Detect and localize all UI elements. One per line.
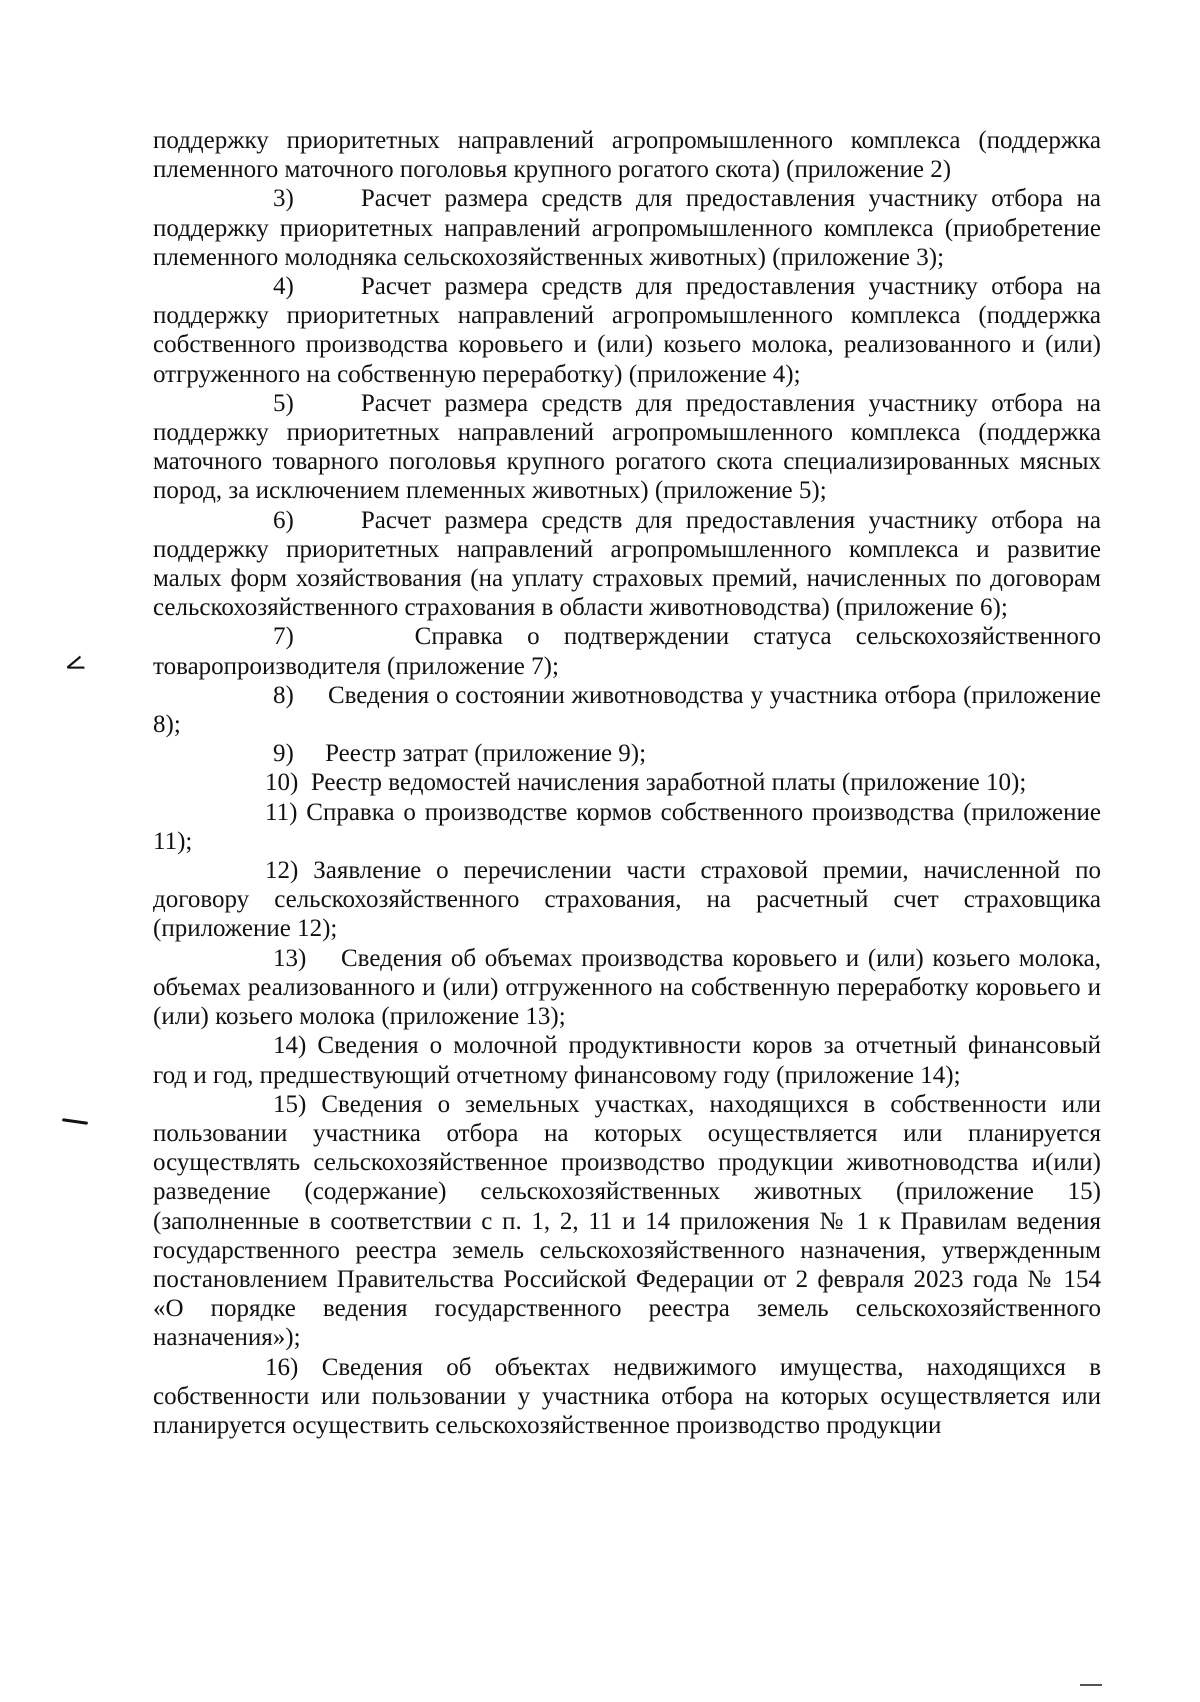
list-item [153,1031,1101,1089]
list-item-number: 14) [273,1032,307,1060]
list-item-text: Сведения об объектах недвижимого имущества, находящихся в собственности или пользовании у участника отбора на которых осуществляется или планируется осуществить сельскохозяйственное производство продукции [153,1353,1101,1439]
list-item-text: Сведения о земельных участках, находящихся в собственности или пользовании участника отбора на которых осуществляется или планируется осуществлять сельскохозяйственное производство продукции животноводства и(или) разведение (содержание) сельскохозяйственных животных (приложение 15) (заполненные в соответствии с п. 1, 2, 11 и 14 приложения № 1 к Правилам ведения государственного реестра земель сельскохозяйственного назначения, утвержденным постановлением Правительства Российской Федерации от 2 февраля 2023 года № 154 «О порядке ведения государственного реестра земель сельскохозяйственного назначения»); [153,1090,1102,1352]
list-item [153,622,1101,680]
list-item [153,739,1101,768]
list-item-number: 8) [273,681,294,709]
list-item-text: Реестр ведомостей начисления заработной платы (приложение 10); [310,769,1027,797]
list-item [153,798,1101,856]
list-item [153,681,1101,739]
list-item-number: 9) [273,740,294,768]
list-item-number: 6) [273,506,294,534]
list-item-number: 7) [273,623,294,651]
list-item-number: 3) [273,185,294,213]
list-item [153,389,1101,506]
list-item-text: Расчет размера средств для предоставления участнику отбора на поддержку приоритетных направлений агропромышленного комплекса (поддержка собственного производства коровьего и (или) козьего молока, реализованного и (или) отгруженного на собственную переработку) (приложение 4); [153,273,1102,388]
list-item-text: Заявление о перечислении части страховой премии, начисленной по договору сельскохозяйственного страхования, на расчетный счет страховщика (приложение 12); [153,857,1101,943]
list-item [153,768,1101,797]
list-item-text: поддержку приоритетных направлений агропромышленного комплекса (поддержка племенного маточного поголовья крупного рогатого скота) (приложение 2) [153,127,1101,184]
list-item-text: Сведения о молочной продуктивности коров за отчетный финансовый год и год, предшествующий отчетному финансовому году (приложение 14); [153,1032,1101,1089]
list-item [153,506,1101,623]
list-item-number: 12) [265,857,299,885]
list-item-text: Справка о производстве кормов собственного производства (приложение 11); [153,798,1102,855]
list-item-number: 13) [273,944,307,972]
list-item [153,944,1101,1032]
handwritten-dash-mark [62,1118,88,1125]
list-item-number: 5) [273,389,294,417]
list-item-text: Расчет размера средств для предоставления участнику отбора на поддержку приоритетных направлений агропромышленного комплекса (поддержка маточного товарного поголовья крупного рогатого скота специализированных мясных пород, за исключением племенных животных) (приложение 5); [153,389,1102,505]
list-item [153,272,1101,389]
list-item-number: 15) [273,1090,307,1118]
list-item [153,856,1101,944]
list-item-text: Сведения об объемах производства коровьего и (или) козьего молока, объемах реализованного и (или) отгруженного на собственную переработку коровьего и (или) козьего молока (приложение 13); [153,944,1101,1031]
list-item-text: Расчет размера средств для предоставления участнику отбора на поддержку приоритетных направлений агропромышленного комплекса (приобретение племенного молодняка сельскохозяйственных животных) (приложение 3); [153,185,1102,271]
list-item-text: Расчет размера средств для предоставления участнику отбора на поддержку приоритетных направлений агропромышленного комплекса и развитие малых форм хозяйствования (на уплату страховых премий, начисленных по договорам сельскохозяйственного страхования в области животноводства) (приложение 6); [153,506,1102,622]
list-item [153,1353,1101,1441]
list-item [153,1090,1101,1353]
document-body [153,126,1101,1440]
list-item-number: 10) [265,769,299,797]
list-item-text: Реестр затрат (приложение 9); [325,740,647,768]
list-item-number: 4) [273,273,294,301]
list-item-text: Сведения о состоянии животноводства у участника отбора (приложение 8); [153,681,1102,739]
list-item-text: Справка о подтверждении статуса сельскохозяйственного товаропроизводителя (приложение 7); [153,623,1101,680]
list-item-number: 11) [265,798,298,826]
handwritten-check-mark: < [59,647,91,683]
list-item [153,126,1101,184]
page-corner-mark [1080,1684,1102,1686]
list-item-number: 16) [265,1353,299,1381]
list-item [153,184,1101,272]
